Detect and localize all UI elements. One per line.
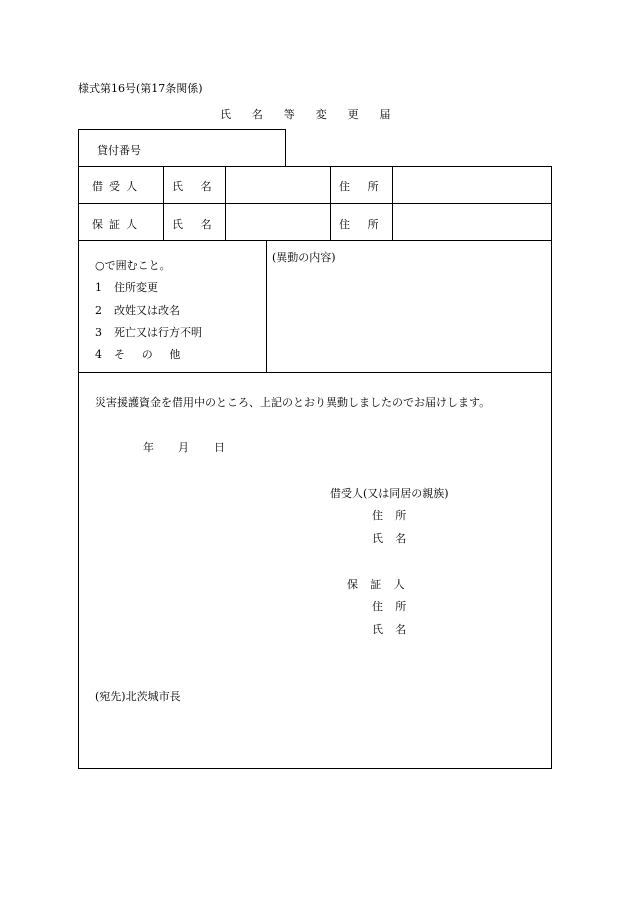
change-details-field[interactable] xyxy=(272,270,544,366)
date-year: 年 xyxy=(143,441,154,454)
change-option-text: 住所変更 xyxy=(114,281,158,294)
col-divider-name-value xyxy=(330,166,331,240)
table-border-top xyxy=(78,166,552,167)
col-divider-role xyxy=(163,166,164,240)
col-divider-change xyxy=(266,240,267,372)
guarantor-signature-name: 氏 名 xyxy=(372,623,411,636)
change-option-number: 4 xyxy=(95,348,102,361)
guarantor-address-label: 住所 xyxy=(339,218,397,231)
loan-box-left-border xyxy=(78,129,79,166)
table-border-right xyxy=(551,166,552,769)
change-option-number: 1 xyxy=(95,281,102,294)
change-instruction: ○で囲むこと。 xyxy=(95,259,171,272)
guarantor-signature-heading: 保 証 人 xyxy=(347,578,409,591)
change-option-text: 死亡又は行方不明 xyxy=(114,326,202,339)
change-option-text: そ の 他 xyxy=(114,348,187,361)
change-option-1[interactable] xyxy=(95,279,158,295)
loan-box-right-border xyxy=(285,129,286,166)
change-option-number: 2 xyxy=(95,304,102,317)
date-month: 月 xyxy=(178,441,189,454)
table-border-left xyxy=(78,166,79,769)
change-option-2[interactable] xyxy=(95,302,180,318)
loan-number-label: 貸付番号 xyxy=(97,144,141,157)
loan-box-top-border xyxy=(78,129,285,130)
borrower-signature-address: 住 所 xyxy=(372,509,411,522)
borrower-signature-heading: 借受人(又は同居の親族) xyxy=(330,487,449,500)
change-option-text: 改姓又は改名 xyxy=(114,304,180,317)
change-details-label: (異動の内容) xyxy=(272,251,336,264)
borrower-signature-name: 氏 名 xyxy=(372,532,411,545)
addressee: (宛先)北茨城市長 xyxy=(95,690,181,703)
change-option-4[interactable] xyxy=(95,346,187,362)
borrower-role-label: 借受人 xyxy=(92,180,144,193)
guarantor-name-label: 氏名 xyxy=(172,218,230,231)
change-option-number: 3 xyxy=(95,326,102,339)
borrower-address-label: 住所 xyxy=(339,180,397,193)
guarantor-signature-address: 住 所 xyxy=(372,600,411,613)
row-divider-2 xyxy=(78,240,552,241)
row-divider-1 xyxy=(78,203,552,204)
form-number: 様式第16号(第17条関係) xyxy=(78,82,203,95)
date-day: 日 xyxy=(214,441,225,454)
borrower-name-label: 氏名 xyxy=(172,180,230,193)
guarantor-role-label: 保証人 xyxy=(92,218,144,231)
change-option-3[interactable] xyxy=(95,324,202,340)
table-border-bottom xyxy=(78,768,552,769)
row-divider-3 xyxy=(78,372,552,373)
form-title: 氏名等変更届 xyxy=(220,108,412,121)
declaration-statement: 災害援護資金を借用中のところ、上記のとおり異動しましたのでお届けします。 xyxy=(95,396,491,409)
